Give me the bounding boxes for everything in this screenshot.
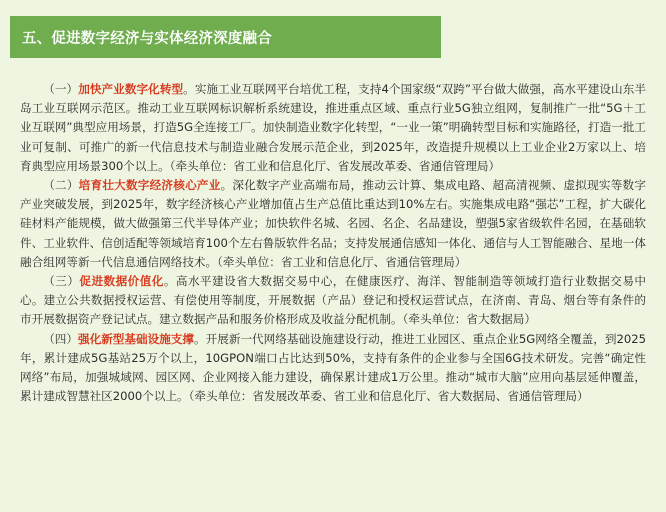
paragraph-2-text: 。深化数字产业高端布局，推动云计算、集成电路、超高清视频、虚拟现实等数字产业突破发展，到2025年，数字经济核心产业增加值占生产总值比重达到10%左右。实施集成电路“强芯”工程，扩大碳化硅材料产能规模，做大做强第三代半导体产业；加快软件名城、名园、名企、名品建设，塑强5家省级软件名园，在基础软件、工业软件、信创适配等领域培育100个左右鲁版软件名品；支持发展通信感知一体化、通信与人工智能融合、星地一体融合组网等新一代信息通信网络技术。（牵头单位：省工业和信息化厅、省通信管理局） [20,178,646,269]
paragraph-3-text: 。高水平建设省大数据交易中心，在健康医疗、海洋、智能制造等领域打造行业数据交易中心。建立公共数据授权运营、有偿使用等制度，开展数据（产品）登记和授权运营试点，在济南、青岛、烟台等有条件的市开展数据资产登记试点。建立数据产品和服务价格形成及收益分配机制。（牵头单位：省大数据局） [20,274,646,327]
paragraph-2-marker: （二） [43,178,79,193]
section-title-banner [10,16,441,58]
paragraph-2-heading: 培育壮大数字经济核心产业 [78,178,221,193]
paragraph-4 [20,330,646,407]
paragraph-3-heading: 促进数据价值化 [79,274,164,289]
paragraph-3-marker: （三） [43,274,80,289]
paragraph-1-heading: 加快产业数字化转型 [78,82,184,96]
section-title: 五、促进数字经济与实体经济深度融合 [22,30,272,47]
paragraph-1-text: 。实施工业互联网平台培优工程，支持4个国家级“双跨”平台做大做强，高水平建设山东半岛工业互联网示范区。推动工业互联网标识解析系统建设，推进重点区域、重点行业5G独立组网，复制推广一批“5G＋工业互联网”典型应用场景，打造5G全连接工厂。加快制造业数字化转型，“一业一策”明确转型目标和实施路径，打造一批工业可复制、可推广的新一代信息技术与制造业融合发展示范企业，到2025年，改造提升规模以上工业企业2万家以上、培育典型应用场景300个以上。（牵头单位：省工业和信息化厅、省发展改革委、省通信管理局） [20,82,646,173]
paragraph-4-text: 。开展新一代网络基础设施建设行动，推进工业园区、重点企业5G网络全覆盖，到2025年，累计建成5G基站25万个以上，10GPON端口占比达到50%，支持有条件的企业参与全国6G技术研发。完善“确定性网络”布局，加强城域网、园区网、企业网接入能力建设，确保累计建成1万公里。推动“城市大脑”应用向基层延伸覆盖，累计建成智慧社区2000个以上。（牵头单位：省发展改革委、省工业和信息化厅、省大数据局、省通信管理局） [20,331,646,404]
paragraph-1 [20,80,646,176]
paragraph-1-marker: （一） [43,82,79,96]
paragraph-4-heading: 强化新型基础设施支撑 [78,331,195,346]
paragraph-4-marker: （四） [43,331,78,346]
article-body [20,80,646,406]
paragraph-2 [20,176,646,272]
paragraph-3 [20,272,646,330]
